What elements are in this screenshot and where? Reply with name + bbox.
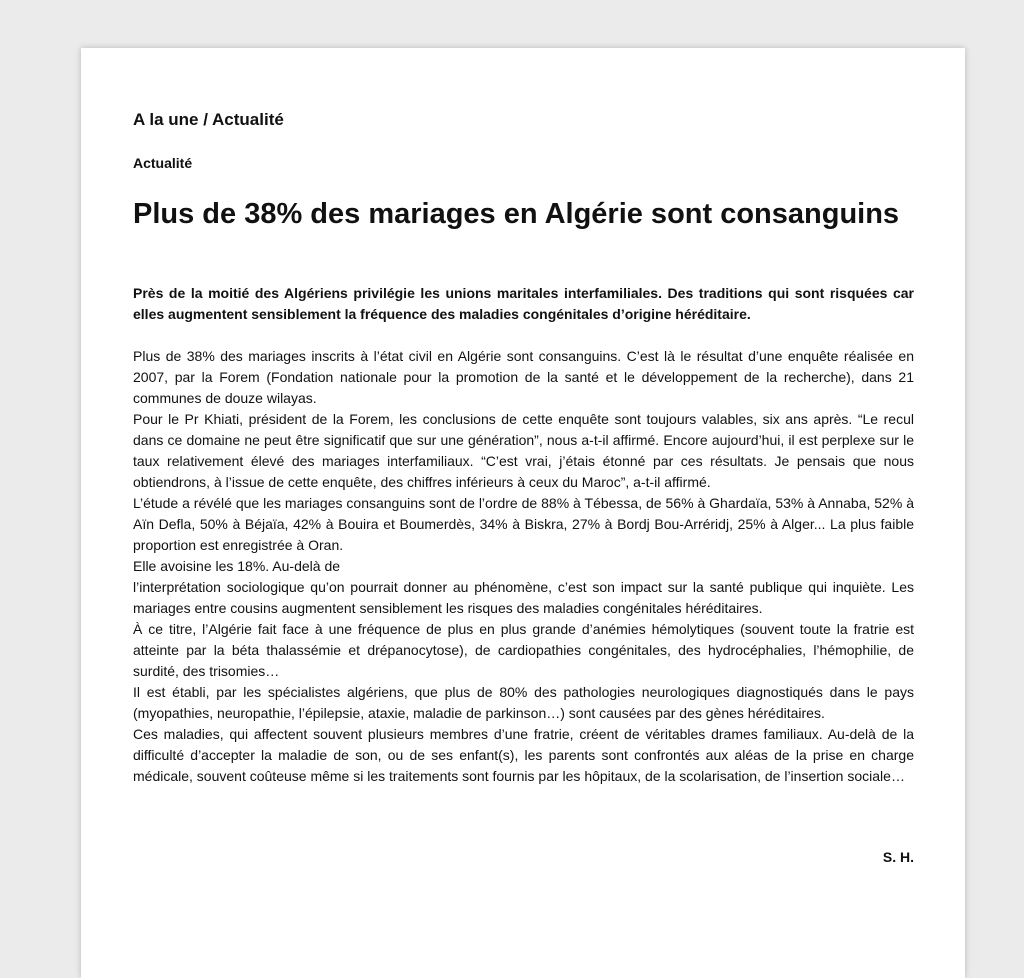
article-paragraph: À ce titre, l’Algérie fait face à une fréquence de plus en plus grande d’anémies hémolytiques (souvent toute la fratrie est atteinte par la béta thalassémie et drépanocytose), de cardiopathies congénitales, des hydrocéphalies, l’hémophilie, de surdité, des trisomies… [133, 621, 914, 679]
article-paragraph: Pour le Pr Khiati, président de la Forem, les conclusions de cette enquête sont toujours valables, six ans après. “Le recul dans ce domaine ne peut être significatif que sur une génération”, nous a-t-il affirmé. Encore aujourd’hui, il est perplexe sur le taux relativement élevé des mariages interfamiliaux. “C’est vrai, j’étais étonné par ces résultats. Je pensais que nous obtiendrons, à l’issue de cette enquête, des chiffres inférieurs à ceux du Maroc”, a-t-il affirmé. [133, 411, 914, 490]
article-paragraph: Il est établi, par les spécialistes algériens, que plus de 80% des pathologies neurologiques diagnostiqués dans le pays (myopathies, neuropathie, l’épilepsie, ataxie, maladie de parkinson…) sont causées par des gènes héréditaires. [133, 684, 914, 721]
article-paragraph: L’étude a révélé que les mariages consanguins sont de l’ordre de 88% à Tébessa, de 56% à Ghardaïa, 53% à Annaba, 52% à Aïn Defla, 50% à Béjaïa, 42% à Bouira et Boumerdès, 34% à Biskra, 27% à Bordj Bou-Arréridj, 25% à Alger... La plus faible proportion est enregistrée à Oran. [133, 495, 914, 553]
article-body [133, 346, 914, 787]
breadcrumb: A la une / Actualité [133, 110, 284, 129]
article-paragraph: Ces maladies, qui affectent souvent plusieurs membres d’une fratrie, créent de véritables drames familiaux. Au-delà de la difficulté d’accepter la maladie de son, ou de ses enfant(s), les parents sont confrontés aux aléas de la prise en charge médicale, souvent coûteuse même si les traitements sont fournis par les hôpitaux, de la scolarisation, de l’insertion sociale… [133, 726, 914, 784]
author-signature: S. H. [882, 849, 914, 865]
category-label: Actualité [133, 155, 193, 171]
article-paragraph: Plus de 38% des mariages inscrits à l’état civil en Algérie sont consanguins. C’est là le résultat d’une enquête réalisée en 2007, par la Forem (Fondation nationale pour la promotion de la santé et le développement de la recherche), dans 21 communes de douze wilayas. [133, 348, 914, 406]
article-paragraph: Elle avoisine les 18%. Au-delà de [133, 558, 341, 574]
article-paragraph: l’interprétation sociologique qu’on pourrait donner au phénomène, c’est son impact sur la santé publique qui inquiète. Les mariages entre cousins augmentent sensiblement les risques des maladies congénitales héréditaires. [133, 579, 914, 616]
document-page [81, 48, 965, 978]
article-lead: Près de la moitié des Algériens privilégie les unions maritales interfamiliales. Des traditions qui sont risquées car elles augmentent sensiblement la fréquence des maladies congénitales d’origine héréditaire. [133, 285, 914, 322]
article-title: Plus de 38% des mariages en Algérie sont consanguins [133, 198, 900, 230]
